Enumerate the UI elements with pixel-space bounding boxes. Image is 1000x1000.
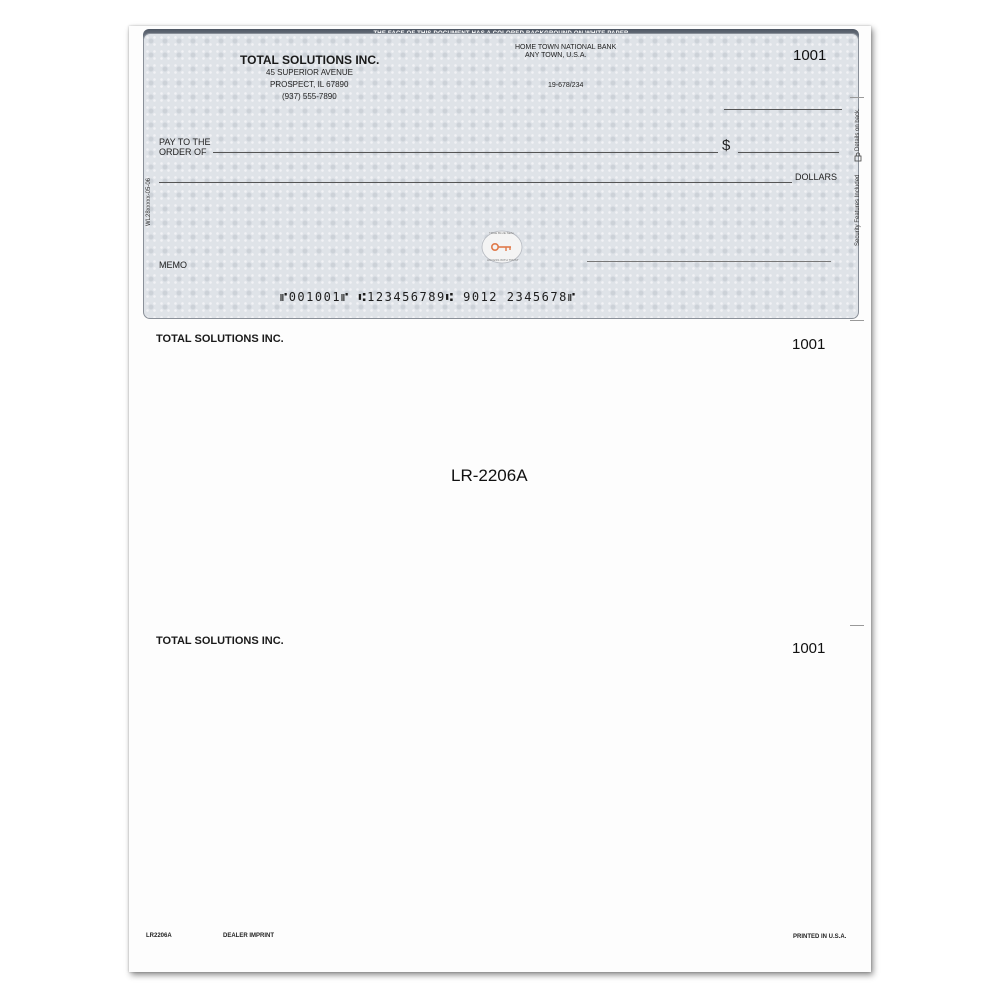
perforation-tick	[850, 320, 864, 321]
address-line-2: PROSPECT, IL 67890	[270, 80, 349, 89]
company-name: TOTAL SOLUTIONS INC.	[240, 53, 380, 67]
payee-line[interactable]	[213, 152, 718, 153]
seal-text-top: TRUE BLUE SEAL	[489, 231, 515, 235]
stub-2-check-number: 1001	[792, 640, 826, 657]
bank-name: HOME TOWN NATIONAL BANK	[515, 44, 617, 51]
memo-label: MEMO	[159, 260, 187, 270]
perforation-tick	[850, 625, 864, 626]
check-sheet	[129, 26, 871, 972]
side-code: WL28xxxxx-05-06	[146, 177, 152, 226]
date-line[interactable]	[724, 109, 842, 110]
stub-1-company: TOTAL SOLUTIONS INC.	[156, 333, 284, 345]
routing-fraction: 19-678/234	[548, 82, 584, 89]
perforation-tick	[850, 97, 864, 98]
footer-dealer-imprint: DEALER IMPRINT	[223, 933, 274, 939]
seal-text-bottom: ACCESS WITH TRUST	[487, 258, 519, 262]
phone-number: (937) 555-7890	[282, 92, 337, 101]
dollar-sign: $	[722, 137, 731, 154]
order-of-label: ORDER OF	[159, 147, 207, 157]
dollars-label: DOLLARS	[795, 172, 838, 182]
check-face	[143, 33, 859, 319]
amount-words-line[interactable]	[159, 182, 792, 183]
stub-1-check-number: 1001	[792, 336, 826, 353]
stub-2-company: TOTAL SOLUTIONS INC.	[156, 635, 284, 647]
footer-printed: PRINTED IN U.S.A.	[793, 934, 847, 940]
address-line-1: 45 SUPERIOR AVENUE	[266, 68, 353, 77]
details-note: Details on back.	[855, 108, 861, 151]
padlock-icon	[854, 152, 862, 162]
pay-to-label: PAY TO THE	[159, 137, 211, 147]
check-number: 1001	[793, 47, 827, 64]
footer-form-id: LR2206A	[146, 933, 172, 939]
signature-line[interactable]	[587, 261, 831, 262]
security-features-note: Security Features Included	[855, 174, 861, 246]
bank-city: ANY TOWN, U.S.A.	[525, 52, 587, 59]
form-code: LR-2206A	[451, 466, 528, 485]
amount-line[interactable]	[738, 152, 839, 153]
micr-line: ⑈001001⑈ ⑆123456789⑆ 9012 2345678⑈	[280, 290, 577, 304]
